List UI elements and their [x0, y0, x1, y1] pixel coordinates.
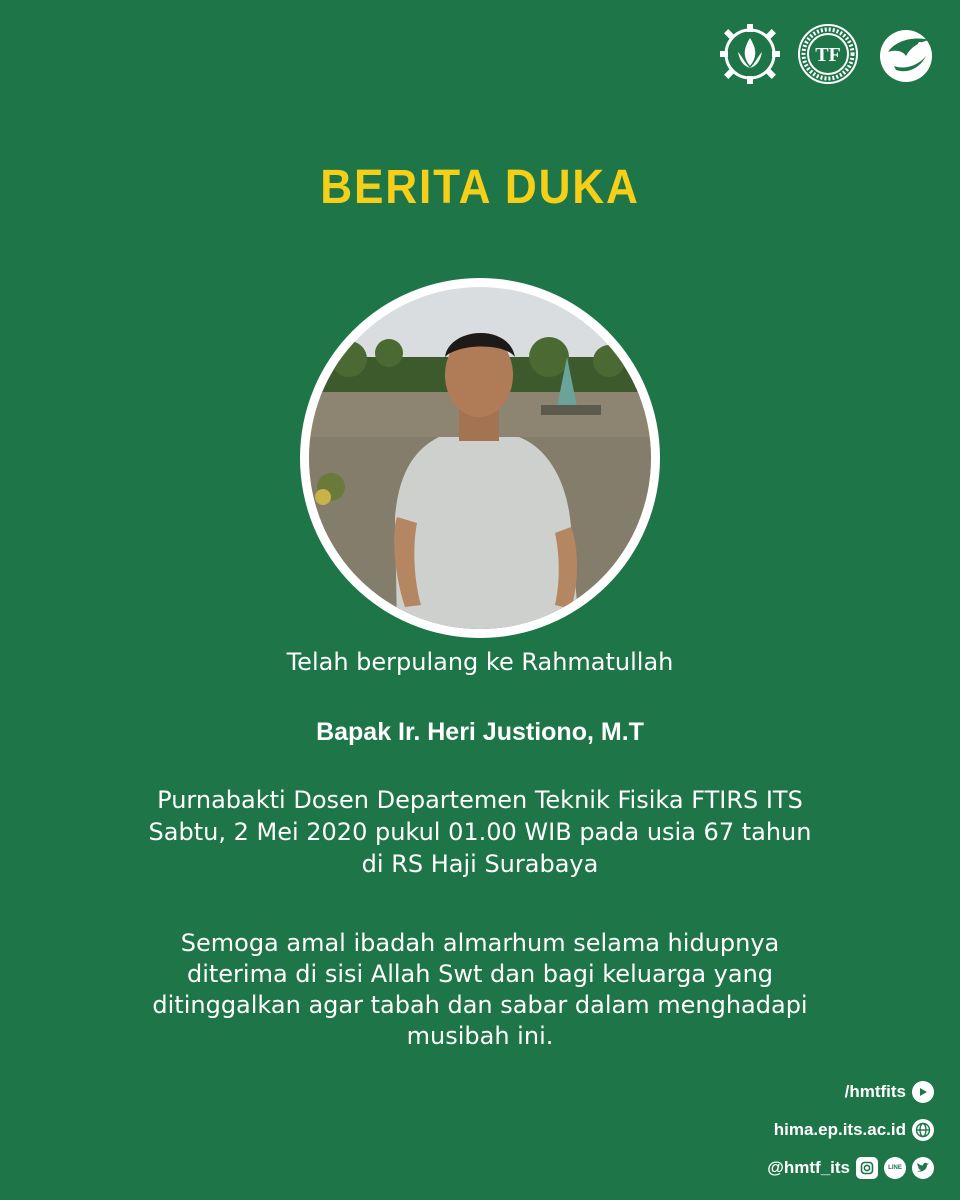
globe-icon — [912, 1119, 934, 1141]
line-label: LINE — [888, 1165, 902, 1171]
svg-text:TF: TF — [815, 44, 841, 66]
page-title: BERITA DUKA — [320, 161, 640, 214]
portrait-photo — [309, 287, 651, 629]
social-handle: @hmtf_its — [767, 1158, 850, 1177]
website-url: hima.ep.its.ac.id — [773, 1120, 906, 1139]
bird-emblem-logo — [874, 22, 938, 86]
details-line: Sabtu, 2 Mei 2020 pukul 01.00 WIB pada usia 67 tahun — [148, 818, 812, 846]
social-links — [634, 1080, 934, 1194]
deceased-name: Bapak Ir. Heri Justiono, M.T — [316, 718, 644, 746]
prayer-line: diterima di sisi Allah Swt dan bagi keluarga yang — [186, 960, 774, 988]
himpunan-seal-logo — [796, 22, 860, 86]
intro-text: Telah berpulang ke Rahmatullah — [286, 648, 674, 676]
youtube-link[interactable] — [634, 1080, 934, 1104]
prayer-line: musibah ini. — [406, 1022, 554, 1050]
details-line: di RS Haji Surabaya — [361, 850, 599, 878]
details-block — [0, 784, 960, 880]
prayer-line: Semoga amal ibadah almarhum selama hidupnya — [180, 929, 780, 957]
portrait-frame — [300, 278, 660, 638]
logo-group — [718, 22, 938, 86]
its-seal-logo — [718, 22, 782, 86]
youtube-icon — [912, 1081, 934, 1103]
website-link[interactable] — [634, 1118, 934, 1142]
instagram-icon — [856, 1157, 878, 1179]
youtube-handle: /hmtfits — [844, 1082, 906, 1101]
portrait-illustration — [309, 287, 651, 629]
prayer-line: ditinggalkan agar tabah dan sabar dalam menghadapi — [152, 991, 808, 1019]
twitter-icon — [912, 1157, 934, 1179]
details-line: Purnabakti Dosen Departemen Teknik Fisika FTIRS ITS — [157, 786, 803, 814]
prayer-block — [0, 928, 960, 1052]
line-icon — [884, 1157, 906, 1179]
social-handle-link[interactable] — [634, 1156, 934, 1180]
